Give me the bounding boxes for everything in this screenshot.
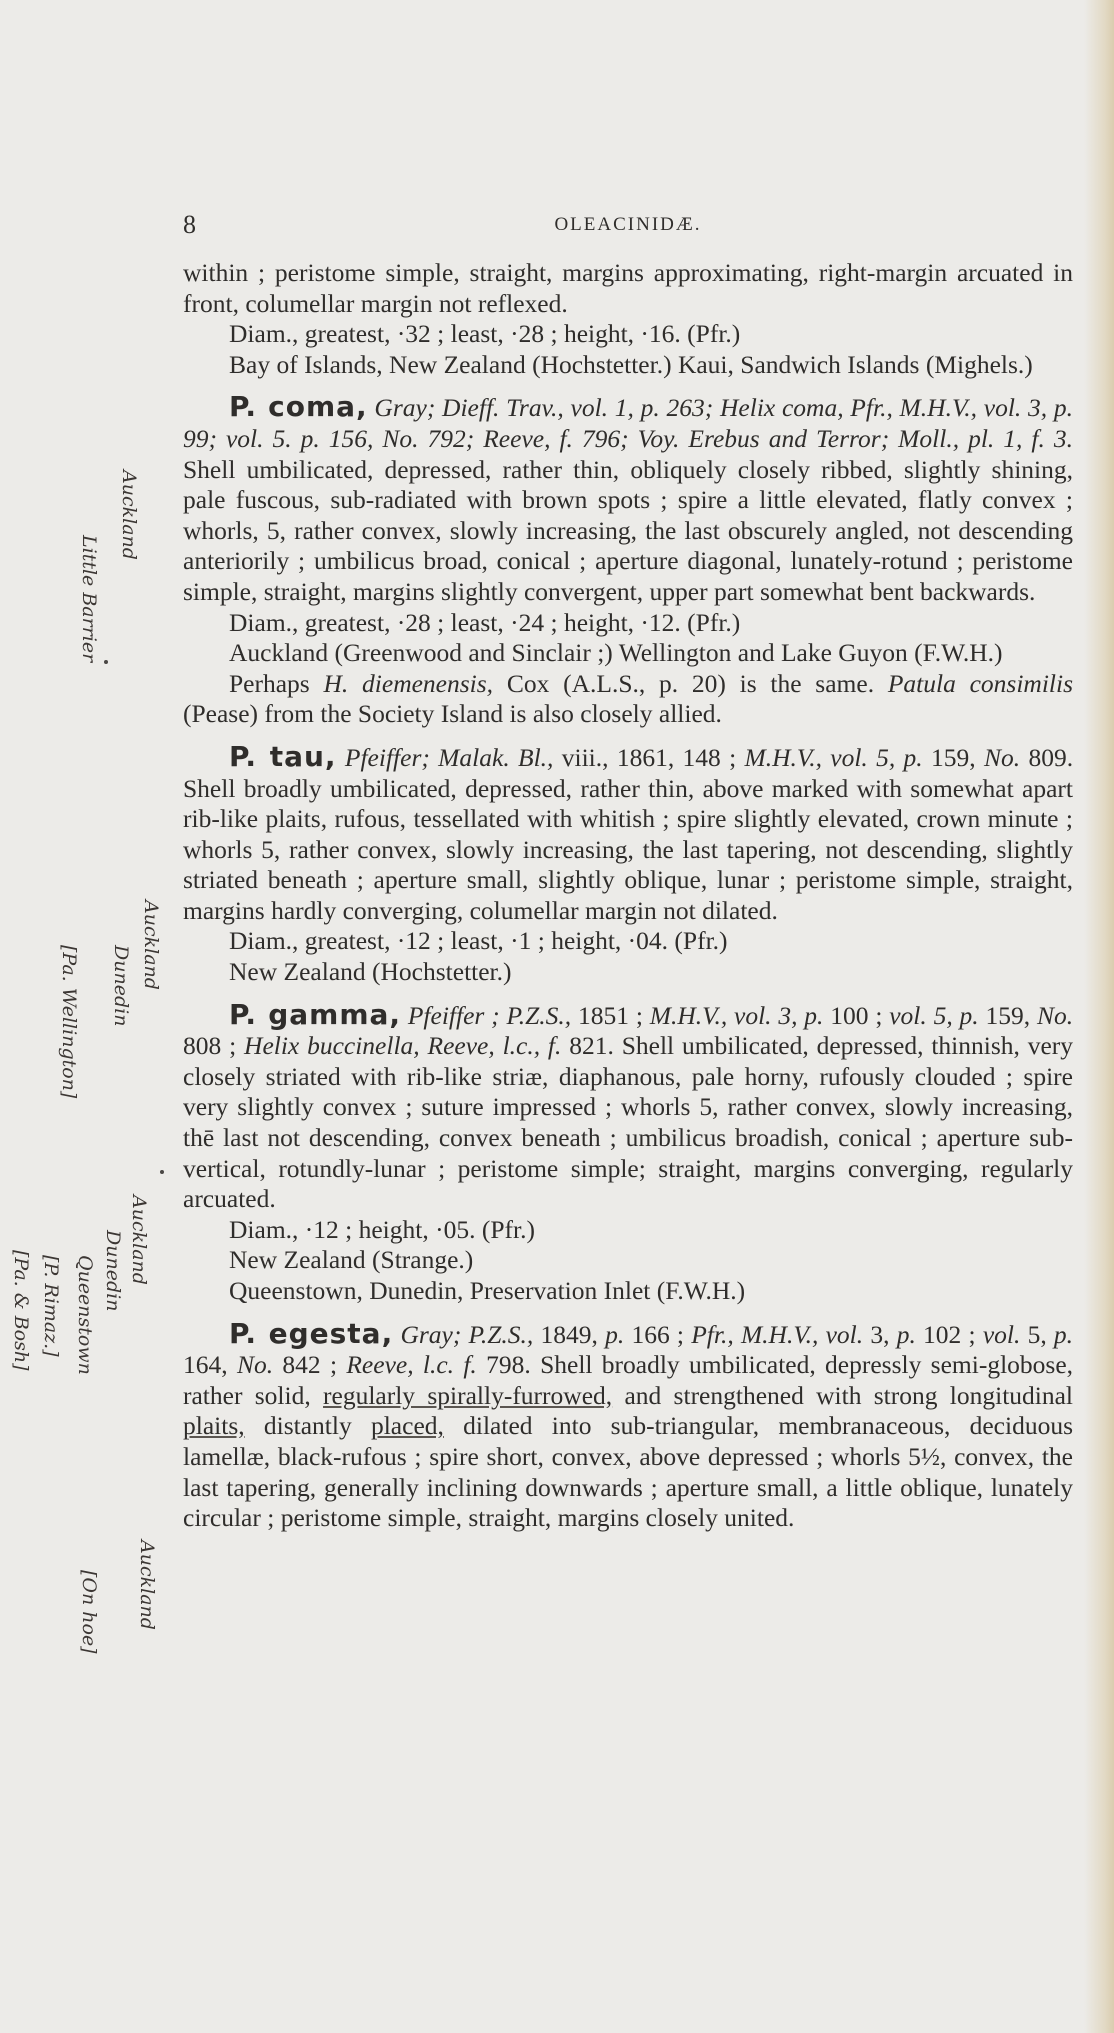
handwritten-note: [P. Rimaz.]: [40, 1255, 62, 1357]
locality-line: Bay of Islands, New Zealand (Hochstetter.) Kaui, Sandwich Islands (Mighels.): [229, 349, 1033, 379]
page-edge-shadow: [1084, 0, 1114, 2033]
paragraph-continuation: within ; peristome simple, straight, margins approximating, right-margin arcuated in front, columellar margin not reflexed.: [183, 258, 1073, 318]
underlined-text: regularly spirally-furrowed,: [323, 1380, 613, 1410]
species-name: P. egesta,: [229, 1316, 394, 1350]
species-references: Gray; Dieff. Trav., vol. 1, p. 263; Helix coma, Pfr., M.H.V., vol. 3, p. 99; vol. 5. p. 156, No. 792; Reeve, f. 796; Voy. Erebus and Terror; Moll., pl. 1, f. 3.: [183, 393, 1074, 453]
species-entry-gamma: P. gamma, Pfeiffer ; P.Z.S., 1851 ; M.H.V., vol. 3, p. 100 ; vol. 5, p. 159, No. 808 ; Helix buccinella, Reeve, l.c., f. 821. Shell umbilicated, depressed, thinnish, very closely striated with rib-like striæ, diaphanous, pale horny, rufously clouded ; spire very slightly convex ; suture impressed ; whorls 5, rather convex, slowly increasing, thē last not descending, convex beneath ; umbilicus broadish, conical ; aperture sub-vertical, rotundly-lunar ; peristome simple; straight, margins converging, regularly arcuated.: [183, 997, 1074, 1214]
handwritten-note: Auckland: [140, 900, 162, 990]
ink-mark: [104, 660, 108, 664]
locality-line: New Zealand (Hochstetter.): [229, 957, 512, 987]
handwritten-note: Auckland: [128, 1195, 150, 1285]
handwritten-note: Dunedin: [110, 945, 132, 1027]
dimensions-line: Diam., ·12 ; height, ·05. (Pfr.): [229, 1214, 535, 1244]
dimensions-line: Diam., greatest, ·28 ; least, ·24 ; height, ·12. (Pfr.): [229, 607, 741, 637]
underlined-text: plaits,: [183, 1411, 245, 1441]
page-body: [183, 258, 1073, 1534]
species-name: P. tau,: [229, 739, 337, 773]
dimensions-line: Diam., greatest, ·32 ; least, ·28 ; height, ·16. (Pfr.): [229, 319, 741, 349]
handwritten-note: Auckland: [118, 470, 140, 560]
running-head: OLEACINIDÆ.: [554, 214, 702, 235]
underlined-text: placed,: [370, 1411, 444, 1441]
species-entry-egesta: P. egesta, Gray; P.Z.S., 1849, p. 166 ; Pfr., M.H.V., vol. 3, p. 102 ; vol. 5, p. 164, No. 842 ; Reeve, l.c. f. 798. Shell broadly umbilicated, depressly semi-globose, rather solid, regularly spirally-furrowed, and strengthened with strong longitudinal plaits, distantly placed, dilated into sub-triangular, membranaceous, deciduous lamellæ, black-rufous ; spire short, convex, above depressed ; whorls 5½, convex, the last tapering, generally inclining downwards ; aperture small, a little oblique, lunately circular ; peristome simple, straight, margins closely united.: [183, 1316, 1074, 1533]
remark-paragraph: Perhaps H. diemenensis, Cox (A.L.S., p. 20) is the same. Patula consimilis (Pease) from the Society Island is also closely allied.: [183, 668, 1074, 729]
page-number: 8: [183, 210, 196, 239]
locality-line: Queenstown, Dunedin, Preservation Inlet (F.W.H.): [229, 1276, 746, 1305]
locality-line: Auckland (Greenwood and Sinclair ;) Wellington and Lake Guyon (F.W.H.): [229, 638, 1003, 668]
species-name: P. gamma,: [229, 997, 402, 1031]
species-description: Shell umbilicated, depressed, rather thin, obliquely closely ribbed, slightly shining, pale fuscous, sub-radiated with brown spots ; spire a little elevated, flatly convex ; whorls, 5, rather convex, slowly increasing, the last obscurely angled, not descending anteriorily ; umbilicus broad, conical ; aperture diagonal, lunately-rotund ; peristome simple, straight, margins slightly convergent, upper part somewhat bent backwards.: [183, 454, 1073, 606]
species-entry-coma: [183, 392, 1073, 607]
handwritten-note: [On hoe]: [78, 1570, 100, 1654]
dimensions-line: Diam., greatest, ·12 ; least, ·1 ; height, ·04. (Pfr.): [229, 926, 728, 956]
species-name: P. coma,: [229, 390, 368, 424]
handwritten-note: Dunedin: [102, 1230, 124, 1312]
ink-mark: [160, 1170, 164, 1174]
species-entry-tau: P. tau, Pfeiffer; Malak. Bl., viii., 1861, 148 ; M.H.V., vol. 5, p. 159, No. 809. Shell broadly umbilicated, depressed, rather thin, above marked with somewhat apart rib-like plaits, rufous, tessellated with whitish ; spire slightly elevated, crown minute ; whorls 5, rather convex, slowly increasing, the last tapering, not descending, slightly striated beneath ; aperture small, slightly oblique, lunar ; peristome simple, straight, margins hardly converging, columellar margin not dilated.: [183, 739, 1074, 925]
species-description: Shell umbilicated, depressed, thinnish, very closely striated with rib-like striæ, diaphanous, pale horny, rufously clouded ; spire very slightly convex ; suture impressed ; whorls 5, rather convex, slowly increasing, thē last not descending, convex beneath ; umbilicus broadish, conical ; aperture sub-vertical, rotundly-lunar ; peristome simple; straight, margins converging, regularly arcuated.: [183, 1031, 1074, 1214]
handwritten-note: [Pa. Wellington]: [58, 945, 80, 1099]
handwritten-note: Auckland: [136, 1540, 158, 1630]
species-description: Shell broadly umbilicated, depressed, rather thin, above marked with somewhat apart rib-like plaits, rufous, tessellated with whitish ; spire slightly elevated, crown minute ; whorls 5, rather convex, slowly increasing, the last tapering, not descending, slightly striated beneath ; aperture small, slightly oblique, lunar ; peristome simple, straight, margins hardly converging, columellar margin not dilated.: [183, 773, 1073, 925]
handwritten-note: Little Barrier: [78, 535, 100, 663]
locality-line: New Zealand (Strange.): [229, 1245, 474, 1275]
page-header: [183, 210, 1073, 250]
handwritten-note: Queenstown: [74, 1255, 96, 1375]
handwritten-note: [Pa. & Bosh]: [10, 1250, 32, 1371]
